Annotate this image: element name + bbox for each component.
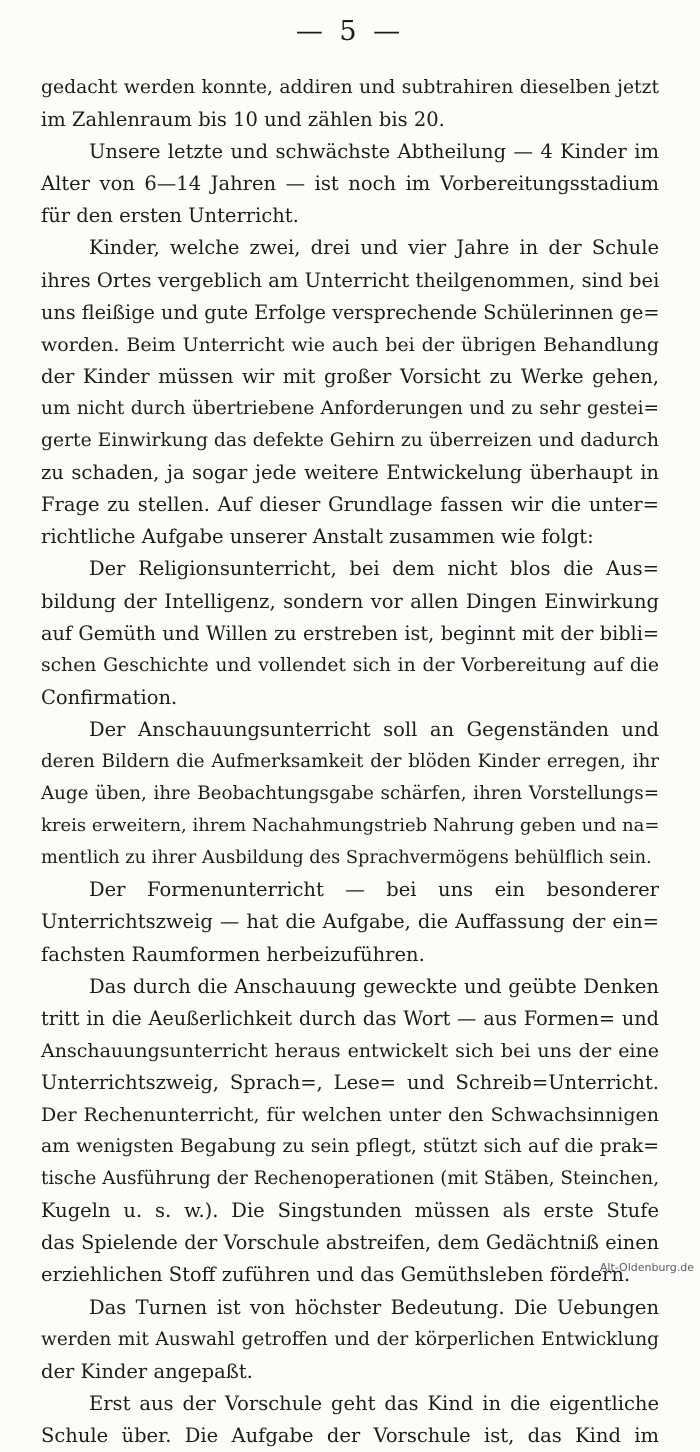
text-line: Unterrichtszweig, Sprach=, Lese= und Schreib=Unterricht. [41,1070,659,1094]
text-line: Der Anschauungsunterricht soll an Gegenständen und [89,717,659,741]
text-line: Der Formenunterricht — bei uns ein besonderer [89,878,659,902]
text-line: Unsere letzte und schwächste Abtheilung — 4 Kinder im [89,140,659,164]
text-line: Kugeln u. s. w.). Die Singstunden müssen als erste Stufe [41,1199,659,1223]
text-line: tritt in die Aeußerlichkeit durch das Wort — aus Formen= und [41,1006,659,1030]
text-line: am wenigsten Begabung zu sein pflegt, stützt sich auf die prak= [41,1136,659,1158]
text-line: Der Religionsunterricht, bei dem nicht blos die Aus= [89,557,659,581]
text-line: uns fleißige und gute Erfolge versprechende Schülerinnen ge= [41,300,660,324]
text-line: für den ersten Unterricht. [41,204,299,228]
watermark: Alt-Oldenburg.de [599,1261,694,1274]
text-line: Kinder, welche zwei, drei und vier Jahre in der Schule [89,236,659,260]
text-line: der Kinder angepaßt. [41,1359,253,1383]
text-line: gerte Einwirkung das defekte Gehirn zu überreizen und dadurch [41,430,659,452]
text-line: richtliche Aufgabe unserer Anstalt zusammen wie folgt: [41,525,594,549]
text-line: schen Geschichte und vollendet sich in der Vorbereitung auf die [41,654,659,676]
text-line: tische Ausführung der Rechenoperationen (mit Stäben, Steinchen, [41,1168,659,1190]
text-line: ihres Ortes vergeblich am Unterricht theilgenommen, sind bei [41,268,660,292]
text-line: Schule über. Die Aufgabe der Vorschule ist, das Kind im [41,1423,659,1447]
text-line: mentlich zu ihrer Ausbildung des Sprachvermögens behülflich sein. [41,848,652,869]
text-line: deren Bildern die Aufmerksamkeit der blöden Kinder erregen, ihr [41,750,659,772]
text-line: Der Rechenunterricht, für welchen unter den Schwachsinnigen [41,1104,659,1126]
text-line: im Zahlenraum bis 10 und zählen bis 20. [41,108,445,132]
text-line: gedacht werden konnte, addiren und subtrahiren dieselben jetzt [41,77,659,98]
text-line: Unterrichtszweig — hat die Aufgabe, die Auffassung der ein= [41,910,659,934]
text-line: erziehlichen Stoff zuführen und das Gemüthsleben fördern. [41,1263,631,1287]
text-line: um nicht durch übertriebene Anforderungen und zu sehr gestei= [41,397,659,419]
text-line: auf Gemüth und Willen zu erstreben ist, beginnt mit der bibli= [41,621,659,645]
text-line: worden. Beim Unterricht wie auch bei der übrigen Behandlung [41,333,659,356]
text-line: Erst aus der Vorschule geht das Kind in die eigentliche [89,1391,659,1415]
text-line: Alter von 6—14 Jahren — ist noch im Vorbereitungsstadium [41,172,659,196]
text-line: Anschauungsunterricht heraus entwickelt sich bei uns der eine [41,1039,659,1062]
text-line: zu schaden, ja sogar jede weitere Entwickelung überhaupt in [41,461,659,485]
text-line: Frage zu stellen. Auf dieser Grundlage fassen wir die unter= [41,493,659,517]
text-line: Auge üben, ihre Beobachtungsgabe schärfen, ihren Vorstellungs= [41,783,659,805]
text-line: das Spielende der Vorschule abstreifen, dem Gedächtniß einen [41,1231,659,1255]
text-line: bildung der Intelligenz, sondern vor allen Dingen Einwirkung [41,589,659,613]
text-line: Confirmation. [41,685,178,709]
text-line: der Kinder müssen wir mit großer Vorsicht zu Werke gehen, [41,364,659,388]
body-text [41,72,659,1452]
text-line: Das Turnen ist von höchster Bedeutung. Die Uebungen [89,1295,659,1319]
page-number: — 5 — [295,16,405,47]
text-line: Das durch die Anschauung geweckte und geübte Denken [89,974,659,998]
text-line: fachsten Raumformen herbeizuführen. [41,942,425,966]
text-line: kreis erweitern, ihrem Nachahmungstrieb Nahrung geben und na= [41,815,660,837]
text-line: werden mit Auswahl getroffen und der körperlichen Entwicklung [41,1328,659,1350]
